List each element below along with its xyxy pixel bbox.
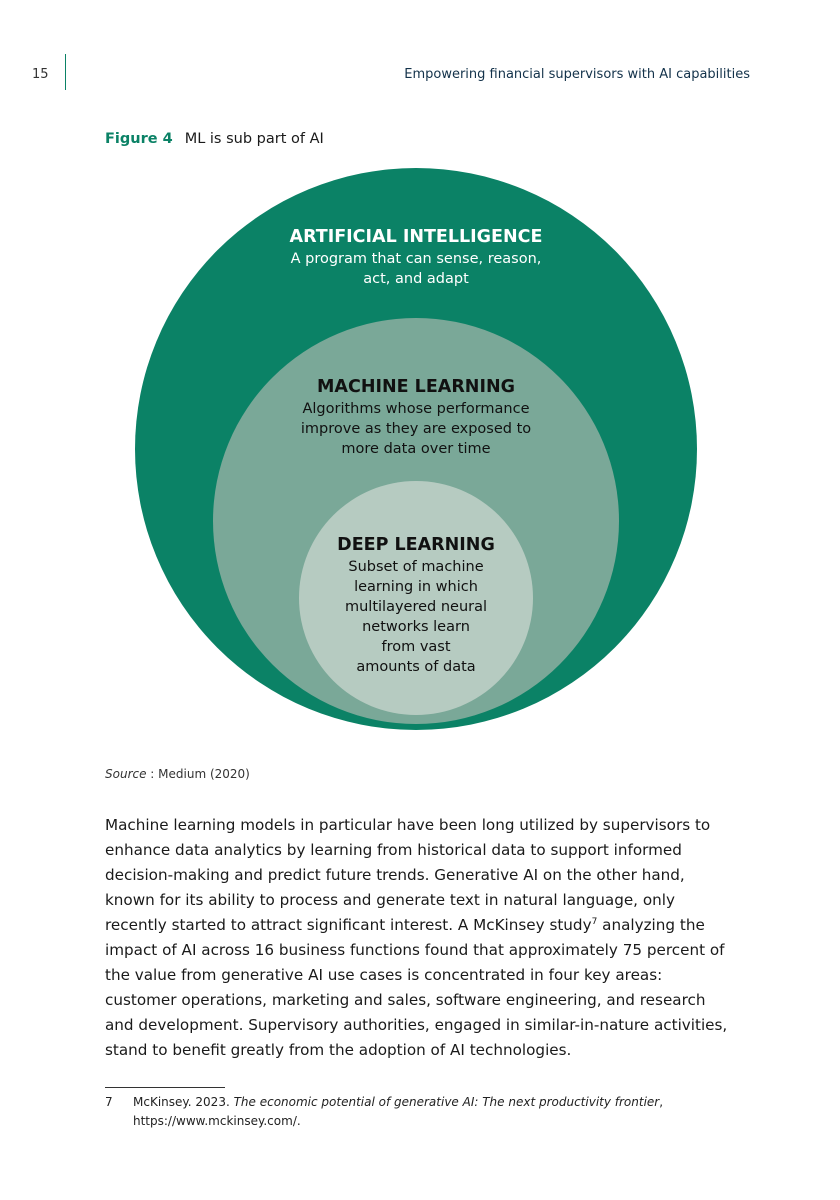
dl-desc-line: multilayered neural xyxy=(344,599,488,615)
dl-desc-line: Subset of machine xyxy=(348,559,484,575)
footnote-reference[interactable]: 7 xyxy=(591,916,598,927)
dl-desc-line: networks learn xyxy=(362,619,470,635)
ml-desc-line: Algorithms whose performance xyxy=(302,401,530,417)
body-paragraph xyxy=(105,813,735,1063)
figure-source xyxy=(105,767,250,781)
ml-desc-line: improve as they are exposed to xyxy=(300,421,532,437)
page-number: 15 xyxy=(32,67,49,82)
dl-text-block xyxy=(326,533,506,677)
ai-desc-line: act, and adapt xyxy=(363,271,469,287)
ml-title: MACHINE LEARNING xyxy=(317,377,515,397)
dl-desc-line: from vast xyxy=(381,639,451,655)
ai-title: ARTIFICIAL INTELLIGENCE xyxy=(289,227,543,247)
dl-desc-line: amounts of data xyxy=(356,659,476,675)
ml-text-block xyxy=(276,375,556,459)
source-label: Source xyxy=(105,767,147,781)
body-text-part2: analyzing the impact of AI across 16 business functions found that approximately 75 percent of the value from generative AI use cases is concentrated in four key areas: customer operations, marketing and sales, software engineering, and research and development. Supervisory authorities, engaged in similar-in-nature activities, stand to benefit greatly from the adoption of AI technologies. xyxy=(105,916,728,1059)
source-text: Medium (2020) xyxy=(158,767,250,781)
footnote-text xyxy=(133,1093,725,1131)
dl-title: DEEP LEARNING xyxy=(337,535,495,555)
ai-text-block xyxy=(266,225,566,289)
footnote-author: McKinsey. 2023. xyxy=(133,1095,234,1109)
body-text-part1: Machine learning models in particular have been long utilized by supervisors to enhance data analytics by learning from historical data to support informed decision-making and predict future trends. Generative AI on the other hand, known for its ability to process and generate text in natural language, only recently started to attract significant interest. A McKinsey study xyxy=(105,816,711,934)
dl-desc-line: learning in which xyxy=(354,579,478,595)
figure-label: Figure 4 xyxy=(105,131,173,147)
footnote-url[interactable]: , https://www.mckinsey.com/. xyxy=(133,1095,664,1128)
figure-title: ML is sub part of AI xyxy=(184,131,324,147)
footnote-title: The economic potential of generative AI: The next productivity frontier xyxy=(233,1095,660,1109)
ml-desc-line: more data over time xyxy=(341,441,491,457)
footnote-divider xyxy=(105,1087,225,1088)
source-separator: : xyxy=(146,767,159,781)
ai-desc-line: A program that can sense, reason, xyxy=(290,251,542,267)
running-title: Empowering financial supervisors with AI capabilities xyxy=(404,67,750,82)
footnote xyxy=(105,1093,725,1131)
footnote-number: 7 xyxy=(105,1095,113,1109)
